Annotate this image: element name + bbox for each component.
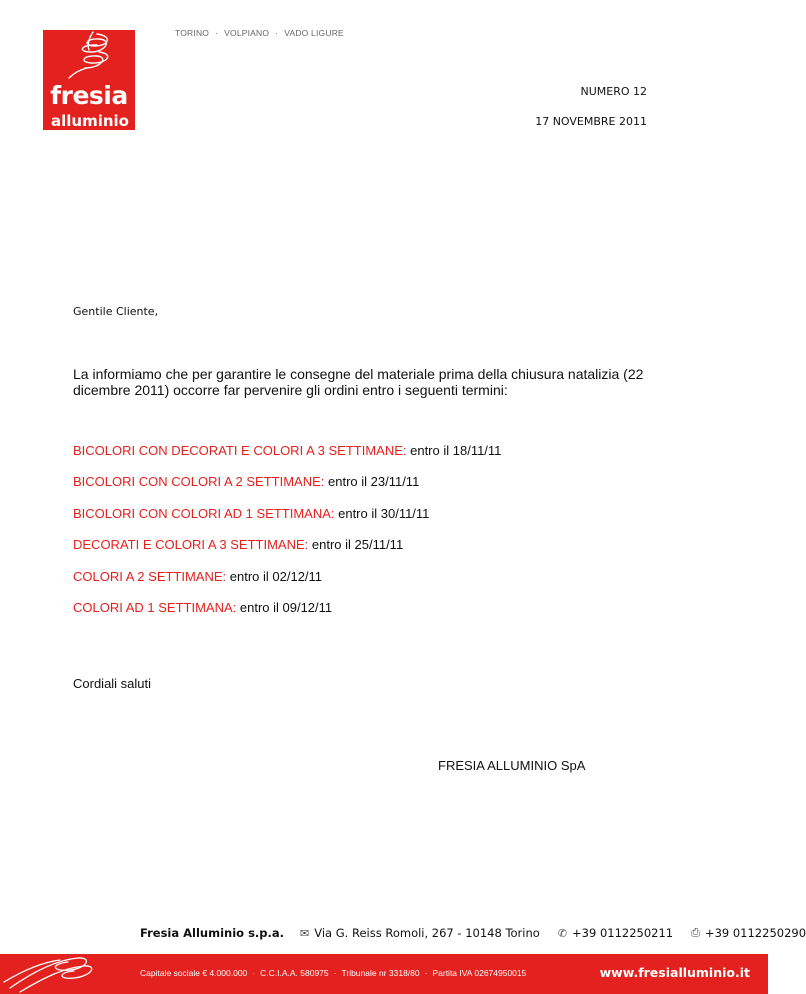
footer-swirl-icon bbox=[0, 954, 110, 994]
deadline-item bbox=[73, 506, 429, 521]
deadline-item bbox=[73, 537, 403, 552]
separator-dot: · bbox=[252, 968, 256, 978]
deadline-label: BICOLORI CON COLORI A 2 SETTIMANE: bbox=[73, 474, 325, 489]
deadline-item bbox=[73, 474, 419, 489]
logo-subwordmark: alluminio bbox=[51, 112, 129, 130]
footer-phone: +39 0112250211 bbox=[572, 926, 674, 940]
document-number: NUMERO 12 bbox=[580, 85, 647, 98]
footer-company-name: Fresia Alluminio s.p.a. bbox=[140, 926, 285, 940]
footer-legal-info bbox=[140, 968, 526, 978]
website-link[interactable]: www.fresialluminio.it bbox=[599, 965, 750, 980]
deadline-date: entro il 23/11/11 bbox=[324, 474, 420, 489]
signature: FRESIA ALLUMINIO SpA bbox=[438, 758, 586, 773]
footer-band bbox=[0, 954, 768, 994]
locations-line bbox=[175, 28, 344, 38]
legal-capital: Capitale sociale € 4.000.000 bbox=[140, 968, 248, 978]
separator-dot: · bbox=[275, 28, 279, 38]
deadline-item bbox=[73, 569, 322, 584]
legal-tribunale: Tribunale nr 3318/80 bbox=[341, 968, 420, 978]
deadline-date: entro il 30/11/11 bbox=[334, 506, 430, 521]
legal-cciaa: C.C.I.A.A. 580975 bbox=[260, 968, 329, 978]
footer-fax: +39 0112250290 bbox=[704, 926, 806, 940]
closing-salutation: Cordiali saluti bbox=[73, 676, 152, 691]
deadline-label: COLORI AD 1 SETTIMANA: bbox=[73, 600, 237, 615]
deadline-item bbox=[73, 443, 501, 458]
legal-vat: Partita IVA 02674950015 bbox=[432, 968, 527, 978]
footer-address: Via G. Reiss Romoli, 267 - 10148 Torino bbox=[314, 926, 540, 940]
intro-paragraph: La informiamo che per garantire le consegne del materiale prima della chiusura natalizia (22 dicembre 2011) occorre far pervenire gli ordini entro i seguenti termini: bbox=[73, 366, 644, 398]
deadline-item bbox=[73, 600, 332, 615]
document-date: 17 NOVEMBRE 2011 bbox=[535, 115, 647, 128]
location-3: VADO LIGURE bbox=[284, 28, 344, 38]
separator-dot: · bbox=[333, 968, 337, 978]
envelope-icon: ✉ bbox=[300, 926, 310, 940]
deadline-label: BICOLORI CON DECORATI E COLORI A 3 SETTIMANE: bbox=[73, 443, 407, 458]
deadline-date: entro il 25/11/11 bbox=[308, 537, 404, 552]
phone-icon: ✆ bbox=[557, 926, 568, 940]
deadline-date: entro il 09/12/11 bbox=[236, 600, 333, 615]
fax-icon: ⎙ bbox=[691, 926, 700, 939]
location-2: VOLPIANO bbox=[224, 28, 270, 38]
deadline-label: DECORATI E COLORI A 3 SETTIMANE: bbox=[73, 537, 309, 552]
deadline-label: BICOLORI CON COLORI AD 1 SETTIMANA: bbox=[73, 506, 335, 521]
location-1: TORINO bbox=[175, 28, 210, 38]
separator-dot: · bbox=[424, 968, 428, 978]
logo-wordmark: fresia bbox=[50, 81, 128, 110]
deadline-date: entro il 02/12/11 bbox=[226, 569, 323, 584]
separator-dot: · bbox=[215, 28, 219, 38]
deadline-label: COLORI A 2 SETTIMANE: bbox=[73, 569, 227, 584]
deadline-date: entro il 18/11/11 bbox=[406, 443, 502, 458]
contact-bar bbox=[140, 925, 806, 941]
company-logo bbox=[43, 30, 135, 130]
greeting: Gentile Cliente, bbox=[73, 305, 159, 318]
